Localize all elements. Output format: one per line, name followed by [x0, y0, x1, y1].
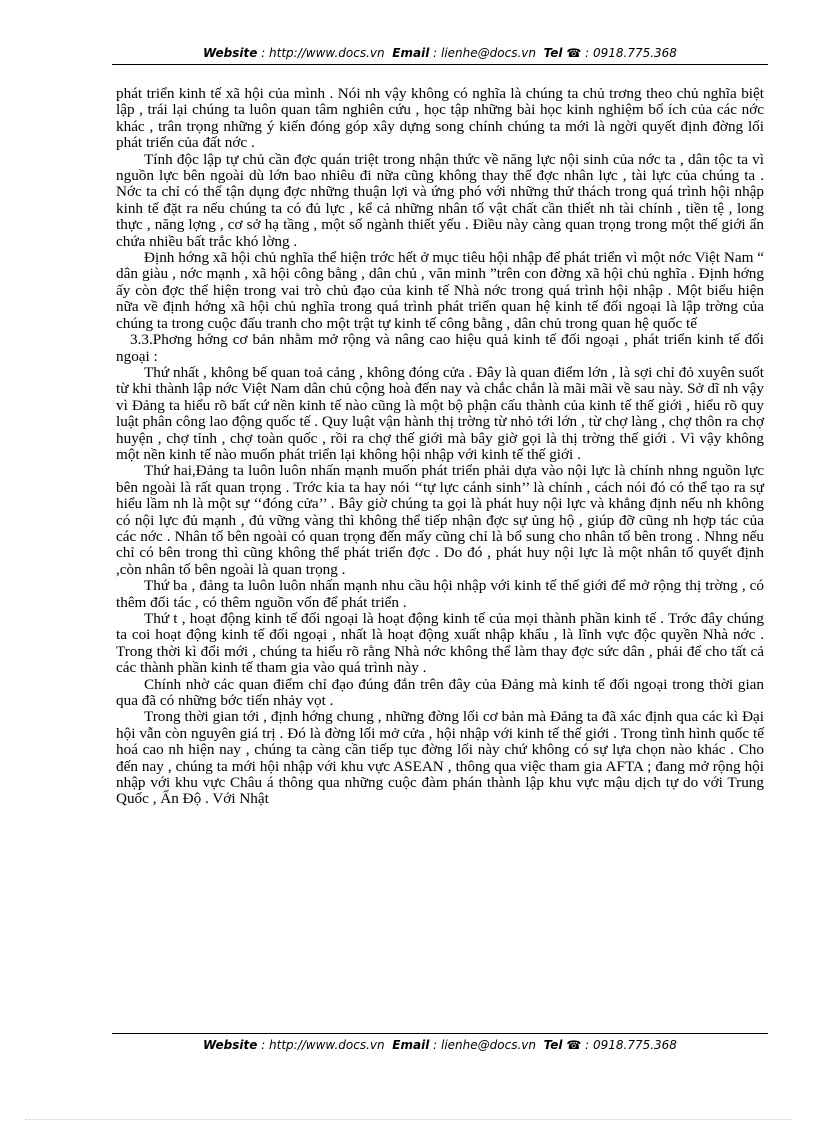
paragraph: Thứ hai,Đảng ta luôn luôn nhấn mạnh muốn phát triển phải dựa vào nội lực là chính nhng nguồn lực bên ngoài là rất quan trọng . Trớc kia ta hay nói ‘‘tự lực cánh sinh’’ là chính , cách nói đó có thể tạo ra sự hiểu lầm nh là một sự ‘‘đóng cửa’’ . Bây giờ chúng ta gọi là phát huy nội lực và khẳng định nếu nh không có nội lực đủ mạnh , đủ vững vàng thì không thể tiếp nhận đợc sự ủng hộ , giúp đỡ cũng nh hợp tác của các nớc . Nhân tố bên ngoài có quan trọng đến mấy cũng chỉ là bổ sung cho nhân tố bên trong . Nhng nếu chỉ có bên trong thì cũng không thể phát triển đợc . Do đó , phát huy nội lực là một nhân tố quyết định ,còn nhân tố bên ngoài là quan trọng .	[116, 462, 764, 578]
paragraph: Trong thời gian tới , định hớng chung , những đờng lối cơ bản mà Đảng ta đã xác định qua các kì Đại hội vẫn còn nguyên giá trị . Đó là đờng lối mở cửa , hội nhập với kinh tế thế giới . Trong tình hình quốc tế hoá cao nh hiện nay , chúng ta càng cần tiếp tục đờng lối này chứ không có sự lựa chọn nào khác . Cho đến nay , chúng ta mới hội nhập với khu vực ASEAN , thông qua việc tham gia AFTA ; đang mở rộng hội nhập với khu vực Châu á thông qua những cuộc đàm phán thành lập khu vực mậu dịch tự do với Trung Quốc , Ấn Độ . Với Nhật	[116, 708, 764, 808]
page-edge	[25, 1119, 791, 1120]
tel-label: Tel	[543, 1038, 563, 1052]
email-value: : lienhe@docs.vn	[433, 46, 536, 60]
document-body	[116, 86, 764, 808]
tel-label: Tel	[543, 46, 563, 60]
paragraph: Thứ ba , đảng ta luôn luôn nhấn mạnh nhu cầu hội nhập với kinh tế thế giới để mở rộng thị trờng , có thêm đối tác , có thêm nguồn vốn để phát triển .	[116, 577, 764, 611]
footer-divider	[112, 1033, 768, 1034]
paragraph: Chính nhờ các quan điểm chỉ đạo đúng đắn trên đây của Đảng mà kinh tế đối ngoại trong thời gian qua đã có những bớc tiến nhảy vọt .	[116, 675, 764, 710]
paragraph: Thứ nhất , không bế quan toả cảng , không đóng cửa . Đây là quan điểm lớn , là sợi chỉ đỏ xuyên suốt từ khi thành lập nớc Việt Nam dân chủ cộng hoà đến nay và chắc chắn là mãi mãi về sau này. Sở dĩ nh vậy vì Đảng ta hiểu rõ bất cứ nền kinh tế nào cũng là một bộ phận cấu thành của kinh tế thế giới , hiểu rõ quy luật phân công lao động quốc tế . Quy luật vận hành thị trờng từ nhỏ tới lớn , từ chợ làng , chợ thôn ra chợ huyện , chợ tỉnh , chợ toàn quốc , rồi ra chợ thế giới mà bây giờ gọi là thị trờng thế giới . Vì vậy không một nền kinh tế nào muốn phát triển lại không hội nhập với kinh tế thế giới .	[116, 363, 764, 463]
tel-value: ☎ : 0918.775.368	[566, 46, 677, 60]
page-footer	[112, 1038, 768, 1052]
email-value: : lienhe@docs.vn	[433, 1038, 536, 1052]
paragraph: Định hớng xã hội chủ nghĩa thể hiện trớc hết ở mục tiêu hội nhập để phát triển vì một nớc Việt Nam “ dân giàu , nớc mạnh , xã hội công bằng , dân chủ , văn minh ”trên con đờng xã hội chủ nghĩa . Định hớng ấy còn đợc thể hiện trong vai trò chủ đạo của kinh tế Nhà nớc trong quá trình hội nhập . Một biểu hiện nữa về định hớng xã hội chủ nghĩa trong quá trình phát triển quan hệ kinh tế đối ngoại là lập trờng của chúng ta trong cuộc đấu tranh cho một trật tự kinh tế công bằng , dân chủ trong quan hệ quốc tế	[116, 249, 764, 332]
email-label: Email	[392, 1038, 430, 1052]
paragraph: Tính độc lập tự chủ cần đợc quán triệt trong nhận thức về năng lực nội sinh của nớc ta , dân tộc ta vì nguồn lực bên ngoài dù lớn bao nhiêu đi nữa cũng không thay thế đợc nhân lực , tài lực của chúng ta . Nớc ta chỉ có thể tận dụng đợc những thuận lợi và ứng phó với những thử thách trong quá trình hội nhập kinh tế đặt ra nếu chúng ta có đủ lực , kể cả những nhân tố vật chất cần thiết nh tài chính , tiền tệ , long thực , năng lợng , cơ sở hạ tầng , một số ngành thiết yếu . Điều này càng quan trọng trong một thế giới ẩn chứa nhiều bất trắc khó lờng .	[116, 150, 764, 250]
header-divider	[112, 64, 768, 65]
paragraph: phát triển kinh tế xã hội của mình . Nói nh vậy không có nghĩa là chúng ta chủ trơng theo chủ nghĩa biệt lập , trái lại chúng ta luôn quan tâm nghiên cứu , học tập những bài học kinh nghiệm bổ ích của các nớc khác , trân trọng những ý kiến đóng góp xây dựng song chính chúng ta mới là ngời quyết định đờng lối phát triển của đất nớc .	[116, 85, 764, 152]
website-label: Website	[203, 46, 258, 60]
tel-value: ☎ : 0918.775.368	[566, 1038, 677, 1052]
paragraph: Thứ t , hoạt động kinh tế đối ngoại là hoạt động kinh tế của mọi thành phần kinh tế . Trớc đây chúng ta coi hoạt động kinh tế đối ngoại , nhất là hoạt động xuất nhập khẩu , là lĩnh vực độc quyền Nhà nớc . Trong thời kì đổi mới , chúng ta hiểu rõ rằng Nhà nớc không thể làm thay đợc sức dân , phải để cho tất cả các thành phần kinh tế tham gia vào quá trình này .	[116, 610, 764, 677]
website-value: : http://www.docs.vn	[261, 1038, 385, 1052]
section-heading: 3.3.Phơng hớng cơ bản nhằm mở rộng và nâng cao hiệu quả kinh tế đối ngoại , phát triển kinh tế đối ngoại :	[116, 331, 764, 365]
page-header	[112, 46, 768, 60]
email-label: Email	[392, 46, 430, 60]
website-value: : http://www.docs.vn	[261, 46, 385, 60]
website-label: Website	[203, 1038, 258, 1052]
